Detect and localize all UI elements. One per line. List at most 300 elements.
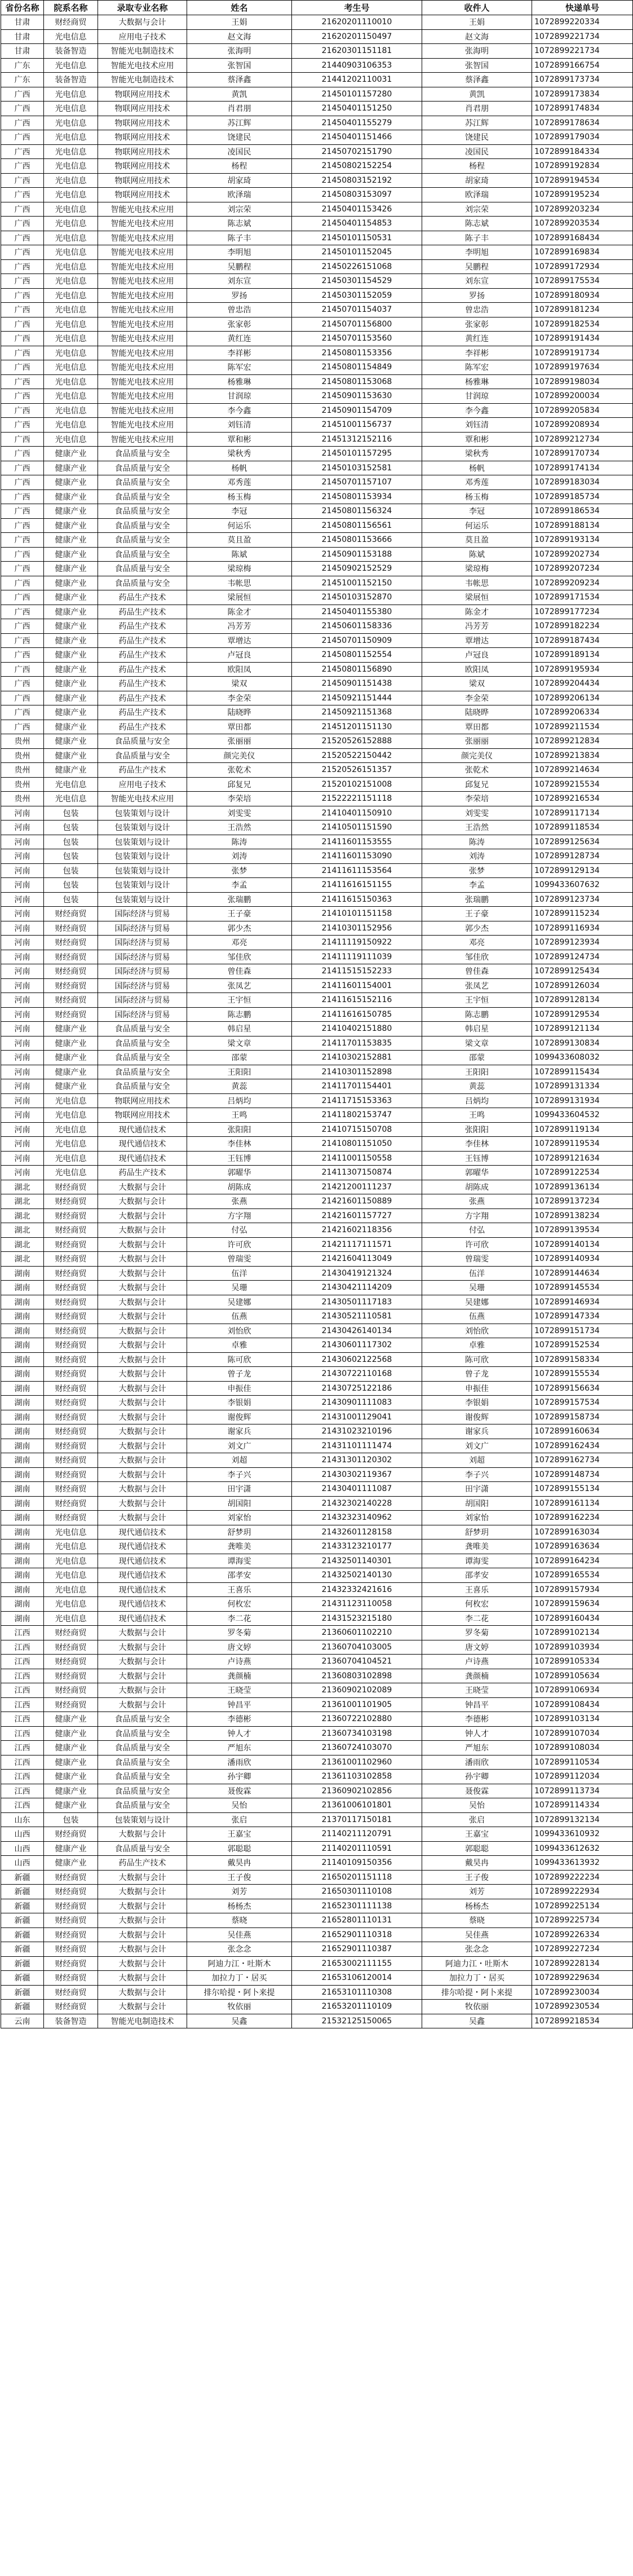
cell-name: 唐文婷 — [187, 1640, 292, 1655]
cell-department: 光电信息 — [44, 1122, 98, 1137]
cell-exam-number: 21410301152956 — [292, 921, 422, 936]
table-row — [1, 1712, 633, 1727]
cell-major: 国际经济与贸易 — [98, 978, 187, 993]
cell-department: 光电信息 — [44, 202, 98, 217]
cell-province: 云南 — [1, 2014, 44, 2028]
cell-major: 包装策划与设计 — [98, 892, 187, 907]
cell-province: 湖南 — [1, 1582, 44, 1597]
cell-department: 健康产业 — [44, 1856, 98, 1871]
cell-tracking-number: 1072899123734 — [532, 892, 633, 907]
cell-department: 财经商贸 — [44, 1971, 98, 1986]
cell-tracking-number: 1072899137234 — [532, 1194, 633, 1209]
cell-major: 包装策划与设计 — [98, 821, 187, 835]
cell-tracking-number: 1099433612632 — [532, 1841, 633, 1856]
cell-province: 广西 — [1, 346, 44, 360]
table-row — [1, 1223, 633, 1238]
cell-recipient: 伍洋 — [422, 1266, 532, 1281]
table-row — [1, 130, 633, 145]
cell-province: 贵州 — [1, 763, 44, 778]
cell-exam-number: 21450702151790 — [292, 144, 422, 159]
table-row — [1, 102, 633, 116]
cell-major: 食品质量与安全 — [98, 1022, 187, 1036]
table-row — [1, 547, 633, 562]
cell-major: 大数据与会计 — [98, 1827, 187, 1842]
cell-name: 李今鑫 — [187, 403, 292, 418]
cell-exam-number: 21450101157295 — [292, 447, 422, 461]
cell-department: 光电信息 — [44, 217, 98, 231]
cell-major: 大数据与会计 — [98, 1511, 187, 1525]
cell-tracking-number: 1072899126034 — [532, 978, 633, 993]
table-row — [1, 1137, 633, 1152]
cell-tracking-number: 1072899171534 — [532, 590, 633, 605]
cell-department: 财经商贸 — [44, 1683, 98, 1698]
table-row — [1, 159, 633, 174]
cell-department: 健康产业 — [44, 533, 98, 548]
cell-recipient: 王娟 — [422, 15, 532, 30]
cell-recipient: 田宇潇 — [422, 1482, 532, 1497]
cell-exam-number: 21450701153560 — [292, 332, 422, 346]
cell-recipient: 陈金才 — [422, 605, 532, 619]
cell-tracking-number: 1072899130834 — [532, 1036, 633, 1051]
cell-department: 光电信息 — [44, 116, 98, 130]
cell-exam-number: 21450101150531 — [292, 231, 422, 245]
table-row — [1, 1827, 633, 1842]
cell-recipient: 王子俊 — [422, 1870, 532, 1885]
cell-tracking-number: 1072899148734 — [532, 1467, 633, 1482]
cell-major: 国际经济与贸易 — [98, 921, 187, 936]
cell-name: 蔡晓 — [187, 1913, 292, 1928]
cell-name: 张念念 — [187, 1942, 292, 1957]
cell-tracking-number: 1072899115234 — [532, 907, 633, 921]
cell-exam-number: 21450901153630 — [292, 389, 422, 404]
cell-major: 国际经济与贸易 — [98, 1007, 187, 1022]
cell-department: 光电信息 — [44, 1093, 98, 1108]
cell-province: 新疆 — [1, 1956, 44, 1971]
cell-department: 健康产业 — [44, 1741, 98, 1755]
cell-tracking-number: 1072899195234 — [532, 188, 633, 202]
cell-exam-number: 21432601128158 — [292, 1525, 422, 1540]
cell-recipient: 何枚宏 — [422, 1597, 532, 1612]
cell-recipient: 申振佳 — [422, 1381, 532, 1396]
cell-major: 大数据与会计 — [98, 1352, 187, 1367]
cell-exam-number: 21522221151118 — [292, 792, 422, 806]
cell-major: 食品质量与安全 — [98, 461, 187, 475]
cell-major: 食品质量与安全 — [98, 518, 187, 533]
cell-tracking-number: 1072899192834 — [532, 159, 633, 174]
table-row — [1, 1597, 633, 1612]
cell-name: 杨玉梅 — [187, 489, 292, 504]
cell-province: 山西 — [1, 1856, 44, 1871]
cell-department: 健康产业 — [44, 619, 98, 634]
cell-major: 应用电子技术 — [98, 29, 187, 44]
cell-province: 新疆 — [1, 1899, 44, 1913]
cell-province: 湖北 — [1, 1223, 44, 1238]
cell-department: 财经商贸 — [44, 993, 98, 1008]
cell-major: 现代通信技术 — [98, 1151, 187, 1166]
table-row — [1, 504, 633, 519]
cell-name: 钟昌平 — [187, 1697, 292, 1712]
cell-province: 广西 — [1, 274, 44, 289]
cell-department: 包装 — [44, 863, 98, 878]
cell-province: 新疆 — [1, 1942, 44, 1957]
cell-department: 财经商贸 — [44, 1655, 98, 1669]
cell-recipient: 陈军宏 — [422, 360, 532, 375]
cell-name: 张海明 — [187, 44, 292, 59]
table-row — [1, 1770, 633, 1784]
cell-name: 付弘 — [187, 1223, 292, 1238]
cell-major: 现代通信技术 — [98, 1568, 187, 1583]
cell-major: 应用电子技术 — [98, 777, 187, 792]
cell-recipient: 张凤艺 — [422, 978, 532, 993]
cell-major: 大数据与会计 — [98, 1367, 187, 1382]
cell-province: 广西 — [1, 677, 44, 691]
cell-exam-number: 21451001152150 — [292, 576, 422, 590]
cell-name: 张启 — [187, 1812, 292, 1827]
cell-name: 申振佳 — [187, 1381, 292, 1396]
cell-exam-number: 21450801153934 — [292, 489, 422, 504]
cell-exam-number: 21140211120791 — [292, 1827, 422, 1842]
cell-name: 郭聪聪 — [187, 1841, 292, 1856]
cell-recipient: 刘雯雯 — [422, 806, 532, 821]
cell-recipient: 李孟 — [422, 878, 532, 893]
cell-exam-number: 21411615150363 — [292, 892, 422, 907]
cell-major: 国际经济与贸易 — [98, 964, 187, 979]
cell-major: 智能光电技术应用 — [98, 360, 187, 375]
cell-tracking-number: 1072899191734 — [532, 346, 633, 360]
cell-department: 财经商贸 — [44, 1496, 98, 1511]
cell-department: 健康产业 — [44, 1726, 98, 1741]
cell-name: 孙宇卿 — [187, 1770, 292, 1784]
cell-name: 邵孝安 — [187, 1568, 292, 1583]
cell-department: 光电信息 — [44, 346, 98, 360]
cell-exam-number: 21432502140130 — [292, 1568, 422, 1583]
cell-exam-number: 21450701154037 — [292, 303, 422, 317]
cell-tracking-number: 1072899125634 — [532, 835, 633, 849]
cell-tracking-number: 1072899203234 — [532, 202, 633, 217]
table-row — [1, 303, 633, 317]
cell-exam-number: 21450401155380 — [292, 605, 422, 619]
cell-department: 光电信息 — [44, 231, 98, 245]
cell-province: 广西 — [1, 633, 44, 648]
cell-tracking-number: 1072899162734 — [532, 1453, 633, 1468]
cell-province: 新疆 — [1, 1927, 44, 1942]
cell-name: 李子兴 — [187, 1467, 292, 1482]
cell-recipient: 刘东宣 — [422, 274, 532, 289]
cell-exam-number: 21450701156800 — [292, 317, 422, 332]
table-row — [1, 1482, 633, 1497]
cell-name: 潘雨欣 — [187, 1755, 292, 1770]
cell-recipient: 排尔哈提・阿卜来提 — [422, 1985, 532, 2000]
cell-department: 包装 — [44, 892, 98, 907]
table-row — [1, 274, 633, 289]
cell-name: 饶建民 — [187, 130, 292, 145]
cell-name: 李冠 — [187, 504, 292, 519]
cell-department: 财经商贸 — [44, 964, 98, 979]
table-row — [1, 1381, 633, 1396]
table-row — [1, 188, 633, 202]
cell-major: 大数据与会计 — [98, 2000, 187, 2014]
cell-recipient: 伍燕 — [422, 1309, 532, 1324]
cell-department: 光电信息 — [44, 303, 98, 317]
table-row — [1, 1856, 633, 1871]
table-row — [1, 907, 633, 921]
cell-exam-number: 21450802152254 — [292, 159, 422, 174]
cell-major: 大数据与会计 — [98, 1870, 187, 1885]
cell-tracking-number: 1072899132134 — [532, 1812, 633, 1827]
cell-exam-number: 21450901153188 — [292, 547, 422, 562]
cell-major: 现代通信技术 — [98, 1122, 187, 1137]
cell-exam-number: 21360601102210 — [292, 1626, 422, 1640]
table-row — [1, 288, 633, 303]
cell-tracking-number: 1072899229634 — [532, 1971, 633, 1986]
cell-major: 智能光电技术应用 — [98, 374, 187, 389]
cell-major: 大数据与会计 — [98, 1281, 187, 1295]
cell-name: 吴建娜 — [187, 1295, 292, 1309]
cell-major: 大数据与会计 — [98, 1381, 187, 1396]
cell-province: 河南 — [1, 964, 44, 979]
table-row — [1, 44, 633, 59]
cell-recipient: 王子豪 — [422, 907, 532, 921]
cell-recipient: 王晓莹 — [422, 1683, 532, 1698]
cell-tracking-number: 1072899128734 — [532, 849, 633, 864]
cell-province: 广西 — [1, 303, 44, 317]
cell-recipient: 张燕 — [422, 1194, 532, 1209]
cell-name: 曾瑞雯 — [187, 1252, 292, 1267]
cell-tracking-number: 1072899112034 — [532, 1770, 633, 1784]
table-row — [1, 720, 633, 734]
cell-name: 肖君朋 — [187, 102, 292, 116]
cell-name: 胡家琦 — [187, 173, 292, 188]
cell-recipient: 邓亮 — [422, 936, 532, 950]
table-row — [1, 1022, 633, 1036]
cell-tracking-number: 1072899193134 — [532, 533, 633, 548]
cell-major: 包装策划与设计 — [98, 878, 187, 893]
cell-province: 河南 — [1, 892, 44, 907]
cell-major: 大数据与会计 — [98, 1266, 187, 1281]
cell-province: 湖南 — [1, 1266, 44, 1281]
cell-tracking-number: 1072899194534 — [532, 173, 633, 188]
cell-exam-number: 21140201110591 — [292, 1841, 422, 1856]
cell-recipient: 凌国民 — [422, 144, 532, 159]
cell-recipient: 聂俊霖 — [422, 1784, 532, 1798]
cell-name: 张凤艺 — [187, 978, 292, 993]
cell-recipient: 蔡晓 — [422, 1913, 532, 1928]
cell-exam-number: 21431123110058 — [292, 1597, 422, 1612]
cell-name: 排尔哈提・阿卜来提 — [187, 1985, 292, 2000]
cell-tracking-number: 1072899216534 — [532, 792, 633, 806]
cell-name: 杨杨杰 — [187, 1899, 292, 1913]
cell-province: 山西 — [1, 1827, 44, 1842]
cell-department: 财经商贸 — [44, 1985, 98, 2000]
cell-province: 河南 — [1, 1051, 44, 1065]
cell-tracking-number: 1072899116934 — [532, 921, 633, 936]
table-row — [1, 562, 633, 576]
table-row — [1, 849, 633, 864]
cell-province: 广西 — [1, 87, 44, 102]
cell-exam-number: 21653101110308 — [292, 1985, 422, 2000]
cell-recipient: 王钰博 — [422, 1151, 532, 1166]
cell-tracking-number: 1072899174134 — [532, 461, 633, 475]
cell-department: 财经商贸 — [44, 1482, 98, 1497]
cell-province: 广西 — [1, 518, 44, 533]
table-row — [1, 1525, 633, 1540]
table-row — [1, 1683, 633, 1698]
cell-name: 颜完美仪 — [187, 748, 292, 763]
table-row — [1, 1281, 633, 1295]
cell-exam-number: 21450103152581 — [292, 461, 422, 475]
cell-recipient: 苏江辉 — [422, 116, 532, 130]
cell-department: 光电信息 — [44, 1611, 98, 1626]
cell-province: 河南 — [1, 1166, 44, 1180]
cell-province: 广西 — [1, 489, 44, 504]
cell-exam-number: 21450301154529 — [292, 274, 422, 289]
cell-major: 食品质量与安全 — [98, 562, 187, 576]
cell-exam-number: 21432302140228 — [292, 1496, 422, 1511]
cell-recipient: 肖君朋 — [422, 102, 532, 116]
cell-province: 广西 — [1, 116, 44, 130]
cell-department: 光电信息 — [44, 1597, 98, 1612]
cell-recipient: 刘文广 — [422, 1439, 532, 1453]
cell-department: 财经商贸 — [44, 1913, 98, 1928]
cell-major: 食品质量与安全 — [98, 1841, 187, 1856]
cell-province: 广西 — [1, 389, 44, 404]
cell-tracking-number: 1072899179034 — [532, 130, 633, 145]
header-major: 录取专业名称 — [98, 1, 187, 15]
cell-exam-number: 21421117111571 — [292, 1237, 422, 1252]
cell-recipient: 梁双 — [422, 677, 532, 691]
cell-tracking-number: 1072899119134 — [532, 1122, 633, 1137]
table-row — [1, 1540, 633, 1554]
cell-province: 河南 — [1, 1122, 44, 1137]
cell-recipient: 李今鑫 — [422, 403, 532, 418]
cell-exam-number: 21520526152888 — [292, 734, 422, 749]
cell-tracking-number: 1072899220334 — [532, 15, 633, 30]
cell-department: 财经商贸 — [44, 1266, 98, 1281]
cell-department: 财经商贸 — [44, 1252, 98, 1267]
table-row — [1, 1237, 633, 1252]
cell-name: 李明旭 — [187, 245, 292, 260]
table-row — [1, 259, 633, 274]
cell-recipient: 谢家兵 — [422, 1424, 532, 1439]
cell-tracking-number: 1072899182534 — [532, 317, 633, 332]
cell-name: 覃和彬 — [187, 432, 292, 447]
cell-province: 广西 — [1, 102, 44, 116]
cell-province: 江西 — [1, 1640, 44, 1655]
cell-name: 吴鑫 — [187, 2014, 292, 2028]
table-row — [1, 518, 633, 533]
cell-major: 物联网应用技术 — [98, 188, 187, 202]
cell-name: 严旭东 — [187, 1741, 292, 1755]
cell-province: 江西 — [1, 1683, 44, 1698]
cell-department: 健康产业 — [44, 1712, 98, 1727]
cell-name: 李祥彬 — [187, 346, 292, 360]
cell-name: 王宇恒 — [187, 993, 292, 1008]
cell-department: 光电信息 — [44, 144, 98, 159]
cell-department: 光电信息 — [44, 432, 98, 447]
cell-major: 现代通信技术 — [98, 1582, 187, 1597]
cell-tracking-number: 1072899184334 — [532, 144, 633, 159]
cell-major: 药品生产技术 — [98, 720, 187, 734]
cell-recipient: 刘钰清 — [422, 418, 532, 433]
cell-department: 财经商贸 — [44, 1396, 98, 1410]
cell-tracking-number: 1072899197634 — [532, 360, 633, 375]
cell-tracking-number: 1099433610932 — [532, 1827, 633, 1842]
cell-recipient: 付弘 — [422, 1223, 532, 1238]
table-row — [1, 1439, 633, 1453]
cell-recipient: 张念念 — [422, 1942, 532, 1957]
cell-department: 健康产业 — [44, 748, 98, 763]
cell-tracking-number: 1072899124734 — [532, 950, 633, 964]
cell-tracking-number: 1072899173734 — [532, 73, 633, 87]
cell-major: 药品生产技术 — [98, 662, 187, 677]
cell-department: 光电信息 — [44, 245, 98, 260]
cell-tracking-number: 1072899105634 — [532, 1669, 633, 1683]
cell-province: 河南 — [1, 950, 44, 964]
cell-recipient: 覃田都 — [422, 720, 532, 734]
cell-name: 邓亮 — [187, 936, 292, 950]
cell-department: 财经商贸 — [44, 1942, 98, 1957]
cell-department: 财经商贸 — [44, 1194, 98, 1209]
cell-exam-number: 21360902102089 — [292, 1683, 422, 1698]
cell-major: 智能光电技术应用 — [98, 346, 187, 360]
cell-province: 湖南 — [1, 1424, 44, 1439]
cell-name: 伍燕 — [187, 1309, 292, 1324]
cell-department: 健康产业 — [44, 1784, 98, 1798]
table-row — [1, 1079, 633, 1094]
cell-province: 湖南 — [1, 1525, 44, 1540]
cell-province: 湖南 — [1, 1496, 44, 1511]
cell-province: 河南 — [1, 849, 44, 864]
cell-major: 大数据与会计 — [98, 1927, 187, 1942]
cell-department: 健康产业 — [44, 562, 98, 576]
cell-name: 邱复兄 — [187, 777, 292, 792]
table-row — [1, 1352, 633, 1367]
cell-name: 张家彰 — [187, 317, 292, 332]
cell-recipient: 吴佳燕 — [422, 1927, 532, 1942]
cell-exam-number: 21432323140962 — [292, 1511, 422, 1525]
cell-department: 健康产业 — [44, 1841, 98, 1856]
cell-department: 财经商贸 — [44, 1208, 98, 1223]
cell-tracking-number: 1072899206334 — [532, 705, 633, 720]
cell-department: 财经商贸 — [44, 1180, 98, 1194]
cell-major: 智能光电技术应用 — [98, 58, 187, 73]
cell-department: 光电信息 — [44, 360, 98, 375]
cell-major: 物联网应用技术 — [98, 87, 187, 102]
cell-province: 广西 — [1, 720, 44, 734]
cell-exam-number: 21410501151590 — [292, 821, 422, 835]
cell-name: 刘怡欣 — [187, 1324, 292, 1338]
cell-province: 河南 — [1, 1036, 44, 1051]
cell-exam-number: 21140109150356 — [292, 1856, 422, 1871]
cell-name: 梁文章 — [187, 1036, 292, 1051]
cell-major: 物联网应用技术 — [98, 1108, 187, 1123]
cell-tracking-number: 1072899187434 — [532, 633, 633, 648]
cell-name: 杨程 — [187, 159, 292, 174]
cell-department: 健康产业 — [44, 691, 98, 705]
cell-province: 湖北 — [1, 1194, 44, 1209]
cell-exam-number: 21421601157727 — [292, 1208, 422, 1223]
cell-name: 覃田都 — [187, 720, 292, 734]
cell-department: 健康产业 — [44, 1755, 98, 1770]
cell-tracking-number: 1072899146934 — [532, 1295, 633, 1309]
cell-name: 何枚宏 — [187, 1597, 292, 1612]
cell-name: 张梦 — [187, 863, 292, 878]
cell-name: 罗冬菊 — [187, 1626, 292, 1640]
cell-exam-number: 21431301120302 — [292, 1453, 422, 1468]
cell-province: 湖南 — [1, 1511, 44, 1525]
table-row — [1, 648, 633, 663]
cell-tracking-number: 1072899155534 — [532, 1367, 633, 1382]
